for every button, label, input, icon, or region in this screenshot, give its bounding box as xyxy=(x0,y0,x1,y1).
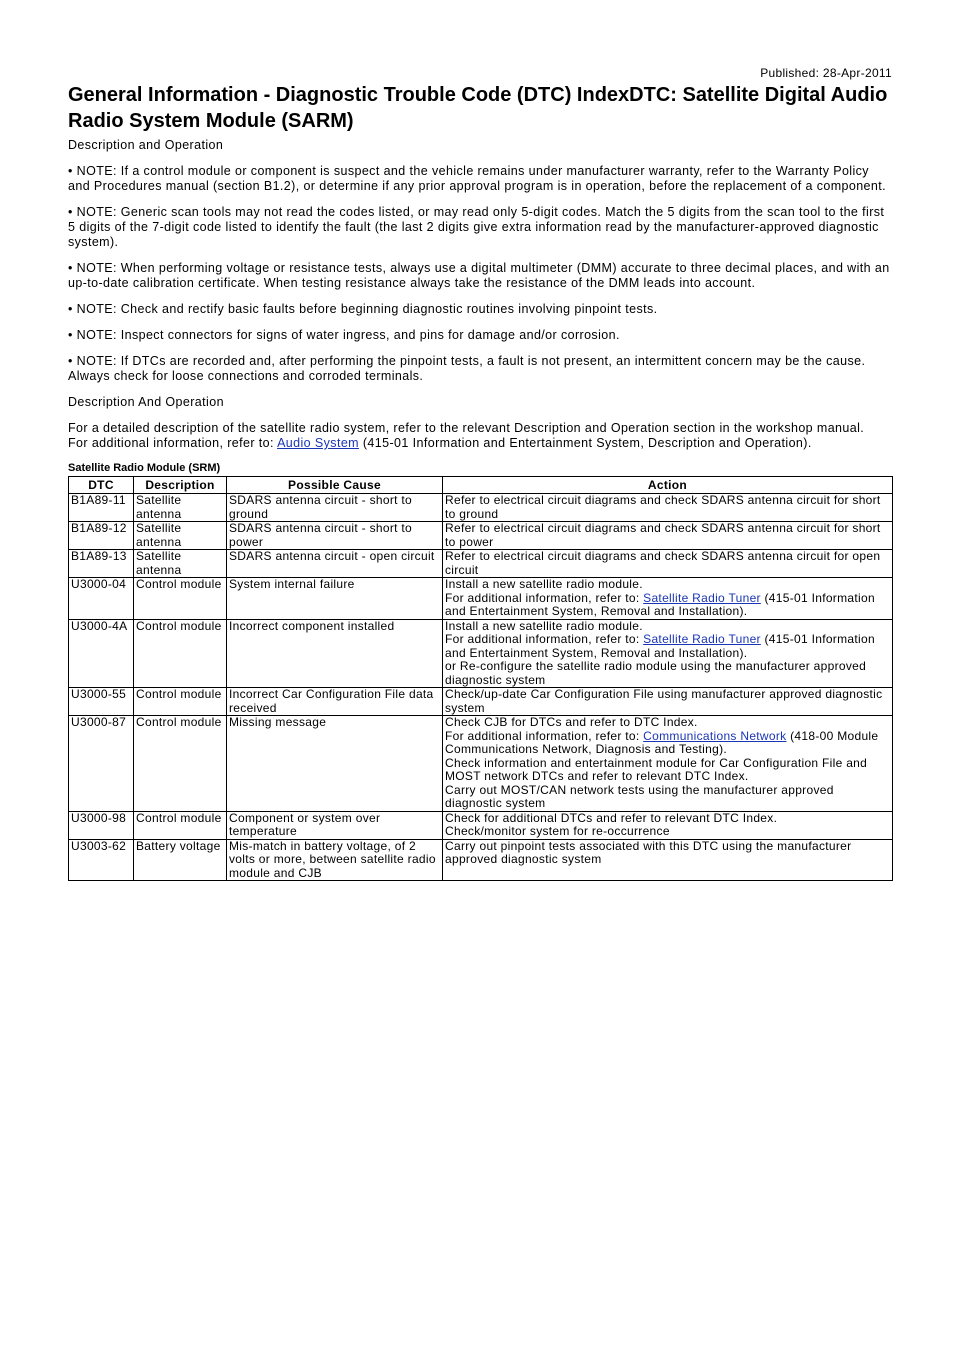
cell-description: Control module xyxy=(134,619,227,688)
action-line xyxy=(445,784,890,811)
action-text: Carry out MOST/CAN network tests using the manufacturer approved diagnostic system xyxy=(445,782,834,810)
cell-possible-cause: System internal failure xyxy=(227,578,443,620)
audio-system-link[interactable]: Audio System xyxy=(277,436,359,450)
action-line xyxy=(445,716,890,730)
cell-description: Satellite antenna xyxy=(134,550,227,578)
table-row xyxy=(69,619,893,688)
cell-dtc: U3000-98 xyxy=(69,811,134,839)
action-line xyxy=(445,550,890,577)
additional-info-prefix: For additional information, refer to: xyxy=(68,436,278,450)
cell-dtc: U3003-62 xyxy=(69,839,134,881)
cell-dtc: U3000-55 xyxy=(69,688,134,716)
action-line xyxy=(445,620,890,634)
additional-info-suffix: (415-01 Information and Entertainment System, Description and Operation). xyxy=(358,436,812,450)
note-dmm: • NOTE: When performing voltage or resistance tests, always use a digital multimeter (DMM) accurate to three decimal places, and with an up-to-date calibration certificate. When testing resistance always take the resistance of the DMM leads into account. xyxy=(68,261,890,290)
reference-link[interactable]: Satellite Radio Tuner xyxy=(643,632,761,646)
action-text: Refer to electrical circuit diagrams and check SDARS antenna circuit for short to ground xyxy=(445,493,881,521)
description-heading: Description And Operation xyxy=(68,395,224,409)
description-text xyxy=(68,421,892,451)
action-text: or Re-configure the satellite radio module using the manufacturer approved diagnostic system xyxy=(445,659,867,687)
table-header-row xyxy=(69,477,893,494)
cell-action xyxy=(443,716,893,812)
cell-description: Satellite antenna xyxy=(134,494,227,522)
action-text: Install a new satellite radio module. xyxy=(445,618,643,633)
cell-description: Satellite antenna xyxy=(134,522,227,550)
cell-possible-cause: Missing message xyxy=(227,716,443,812)
cell-description: Control module xyxy=(134,578,227,620)
page-subtitle: Description and Operation xyxy=(68,138,224,152)
action-text: For additional information, refer to: xyxy=(445,728,644,743)
action-text: Check/monitor system for re-occurrence xyxy=(445,824,670,838)
action-line xyxy=(445,494,890,521)
table-row xyxy=(69,578,893,620)
table-row xyxy=(69,494,893,522)
cell-possible-cause: Incorrect component installed xyxy=(227,619,443,688)
action-text: Install a new satellite radio module. xyxy=(445,577,643,591)
cell-dtc: U3000-04 xyxy=(69,578,134,620)
action-text: Refer to electrical circuit diagrams and check SDARS antenna circuit for open circuit xyxy=(445,549,881,577)
action-line xyxy=(445,730,890,757)
table-row xyxy=(69,522,893,550)
cell-possible-cause: Mis-match in battery voltage, of 2 volts or more, between satellite radio module and CJB xyxy=(227,839,443,881)
action-line xyxy=(445,812,890,826)
notes-list xyxy=(68,164,892,384)
note-basic-faults: • NOTE: Check and rectify basic faults before beginning diagnostic routines involving pinpoint tests. xyxy=(68,302,658,316)
action-text: Check/up-date Car Configuration File using manufacturer approved diagnostic system xyxy=(445,687,883,715)
description-line: For a detailed description of the satellite radio system, refer to the relevant Description and Operation section in the workshop manual. xyxy=(68,421,865,435)
table-body xyxy=(69,494,893,881)
cell-dtc: B1A89-13 xyxy=(69,550,134,578)
column-header-action: Action xyxy=(443,477,893,494)
cell-action xyxy=(443,839,893,881)
action-line xyxy=(445,840,890,867)
cell-description: Control module xyxy=(134,811,227,839)
cell-description: Control module xyxy=(134,688,227,716)
action-text: For additional information, refer to: xyxy=(445,590,644,605)
cell-possible-cause: Incorrect Car Configuration File data received xyxy=(227,688,443,716)
action-line xyxy=(445,688,890,715)
cell-action xyxy=(443,550,893,578)
table-row xyxy=(69,716,893,812)
action-text-suffix: (415-01 Information and Entertainment System, Removal and Installation). xyxy=(445,632,875,660)
note-connectors: • NOTE: Inspect connectors for signs of water ingress, and pins for damage and/or corrosion. xyxy=(68,328,620,342)
cell-action xyxy=(443,619,893,688)
document-page xyxy=(68,66,892,881)
column-header-description: Description xyxy=(134,477,227,494)
action-line xyxy=(445,757,890,784)
table-row xyxy=(69,839,893,881)
note-intermittent: • NOTE: If DTCs are recorded and, after performing the pinpoint tests, a fault is not present, an intermittent concern may be the cause. Always check for loose connections and corroded terminals. xyxy=(68,354,866,383)
action-line xyxy=(445,592,890,619)
column-header-dtc: DTC xyxy=(69,477,134,494)
action-text: Check CJB for DTCs and refer to DTC Index. xyxy=(445,715,698,729)
action-text-suffix: (418-00 Module Communications Network, Diagnosis and Testing). xyxy=(445,728,879,756)
cell-description: Control module xyxy=(134,716,227,812)
cell-dtc: U3000-4A xyxy=(69,619,134,688)
cell-possible-cause: SDARS antenna circuit - short to power xyxy=(227,522,443,550)
cell-possible-cause: Component or system over temperature xyxy=(227,811,443,839)
cell-dtc: B1A89-11 xyxy=(69,494,134,522)
table-caption: Satellite Radio Module (SRM) xyxy=(68,462,221,474)
action-text: Check for additional DTCs and refer to relevant DTC Index. xyxy=(445,810,778,825)
action-line xyxy=(445,522,890,549)
cell-dtc: U3000-87 xyxy=(69,716,134,812)
table-row xyxy=(69,811,893,839)
cell-dtc: B1A89-12 xyxy=(69,522,134,550)
cell-action xyxy=(443,688,893,716)
action-text: Carry out pinpoint tests associated with this DTC using the manufacturer approved diagnostic system xyxy=(445,838,852,866)
cell-action xyxy=(443,578,893,620)
table-row xyxy=(69,550,893,578)
cell-action xyxy=(443,494,893,522)
cell-action xyxy=(443,522,893,550)
column-header-possible-cause: Possible Cause xyxy=(227,477,443,494)
action-line xyxy=(445,660,890,687)
note-warranty: • NOTE: If a control module or component is suspect and the vehicle remains under manufacturer warranty, refer to the Warranty Policy and Procedures manual (section B1.2), or determine if any prior approval program is in operation, before the replacement of a component. xyxy=(68,164,887,193)
action-text-suffix: (415-01 Information and Entertainment System, Removal and Installation). xyxy=(445,590,875,618)
cell-action xyxy=(443,811,893,839)
page-title: General Information - Diagnostic Trouble Code (DTC) IndexDTC: Satellite Digital Audio Radio System Module (SARM) xyxy=(68,84,888,132)
action-text: For additional information, refer to: xyxy=(445,632,644,646)
cell-possible-cause: SDARS antenna circuit - open circuit xyxy=(227,550,443,578)
dtc-table xyxy=(68,476,893,881)
action-line xyxy=(445,825,890,839)
table-row xyxy=(69,688,893,716)
reference-link[interactable]: Satellite Radio Tuner xyxy=(643,590,761,605)
action-line xyxy=(445,633,890,660)
action-text: Check information and entertainment module for Car Configuration File and MOST network DTCs and refer to relevant DTC Index. xyxy=(445,755,868,783)
note-scan-tools: • NOTE: Generic scan tools may not read the codes listed, or may read only 5-digit codes. Match the 5 digits from the scan tool to the first 5 digits of the 7-digit code listed to identify the fault (the last 2 digits give extra information read by the manufacturer-approved diagnostic system). xyxy=(68,205,885,249)
reference-link[interactable]: Communications Network xyxy=(643,728,787,743)
published-date: Published: 28-Apr-2011 xyxy=(760,66,892,80)
action-text: Refer to electrical circuit diagrams and check SDARS antenna circuit for short to power xyxy=(445,521,881,549)
cell-possible-cause: SDARS antenna circuit - short to ground xyxy=(227,494,443,522)
action-line xyxy=(445,578,890,592)
cell-description: Battery voltage xyxy=(134,839,227,881)
